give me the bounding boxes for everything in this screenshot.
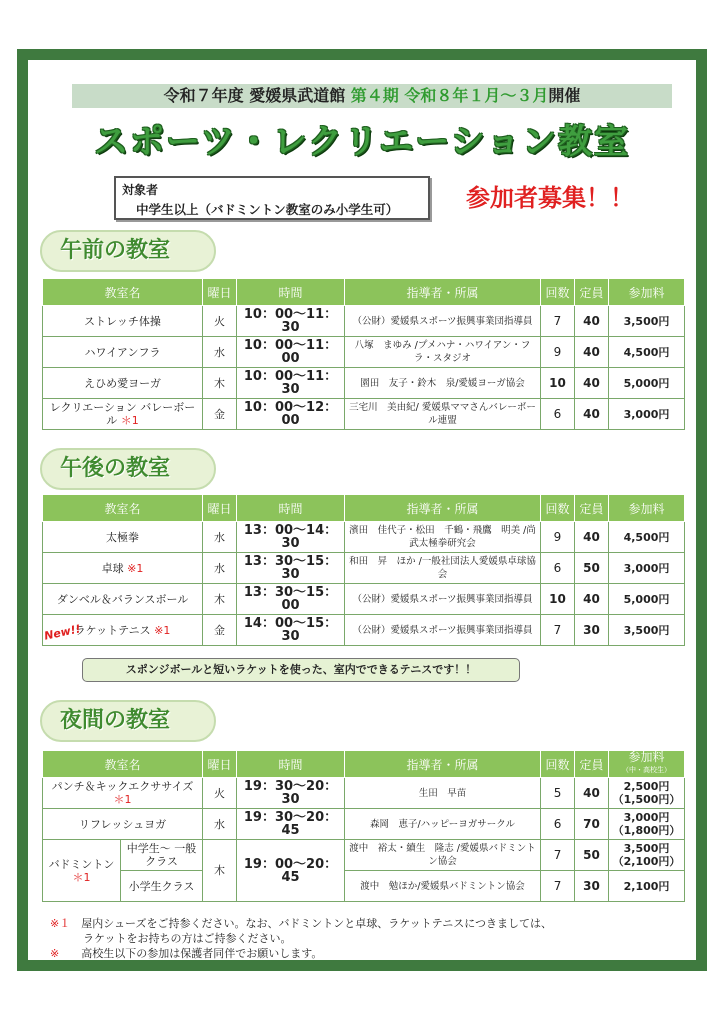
class-count: 6 [541,399,575,430]
class-fee: 3,000円 [609,399,685,430]
note-mark: ＊1 [113,793,132,806]
col-day: 曜日 [203,751,237,778]
col-fee-label: 参加料 [628,750,665,764]
col-count: 回数 [541,495,575,522]
header-part2: 第４期 令和８年１月～３月 [350,86,549,105]
footnote-1 [50,916,552,931]
col-instructor: 指導者・所属 [345,751,541,778]
class-fee-student: （1,500円） [612,793,681,806]
table-row [43,522,685,553]
class-name: えひめ愛ヨーガ [84,376,161,390]
header-part3: 開催 [548,86,581,105]
table-row [43,778,685,809]
class-count: 9 [541,522,575,553]
class-name: パンチ＆キックエクササイズ [51,780,194,793]
col-fee: 参加料 [609,279,685,306]
footnote-text: 屋内シューズをご持参ください。なお、バドミントンと卓球、ラケットテニスにつきましては、 [70,917,553,930]
footnote-2 [50,946,552,961]
class-fee: 2,500円 [623,780,670,793]
col-instructor: 指導者・所属 [345,495,541,522]
class-capacity: 40 [575,306,609,337]
class-name: バドミントン [48,857,115,871]
class-fee: 3,000円 [623,811,670,824]
footnote-1-cont [50,931,552,946]
class-instructor: （公財）愛媛県スポーツ振興事業団指導員 [345,306,541,337]
class-name: ダンベル＆バランスボール [56,592,189,606]
table-header [43,279,685,306]
class-capacity: 50 [575,840,609,871]
col-time: 時間 [237,279,345,306]
class-time: 13：30～15：00 [237,584,345,615]
target-text: 中学生以上（バドミントン教室のみ小学生可） [136,202,399,217]
class-fee: 3,500円 [609,615,685,646]
class-instructor: 森岡 恵子/ハッピーヨガサークル [345,809,541,840]
class-name: ハワイアンフラ [84,345,161,359]
class-day: 火 [203,306,237,337]
col-capacity: 定員 [575,751,609,778]
class-day: 火 [203,778,237,809]
class-count: 7 [541,840,575,871]
subclass-name: 小学生クラス [121,871,203,902]
note-mark: ＊1 [120,414,139,427]
col-instructor: 指導者・所属 [345,279,541,306]
table-row [43,584,685,615]
class-name: リフレッシュヨガ [78,817,167,831]
note-mark: ＊1 [72,870,91,884]
col-time: 時間 [237,751,345,778]
class-day: 水 [203,522,237,553]
section-morning-heading: 午前の教室 [40,230,216,272]
col-day: 曜日 [203,279,237,306]
class-capacity: 40 [575,368,609,399]
table-header [43,751,685,778]
col-count: 回数 [541,751,575,778]
class-fee: 3,500円 [609,306,685,337]
class-capacity: 40 [575,337,609,368]
note-mark: ※1 [127,561,144,575]
col-capacity: 定員 [575,495,609,522]
class-day: 水 [203,809,237,840]
class-fee: 5,000円 [609,368,685,399]
header-banner [72,84,672,108]
class-count: 5 [541,778,575,809]
table-row [43,809,685,840]
col-day: 曜日 [203,495,237,522]
class-instructor: 濱田 佳代子・松田 千鶴・飛鷹 明美 /尚武太極拳研究会 [345,522,541,553]
col-fee [609,751,685,778]
class-count: 7 [541,615,575,646]
class-count: 10 [541,584,575,615]
table-header [43,495,685,522]
class-instructor: （公財）愛媛県スポーツ振興事業団指導員 [345,584,541,615]
class-fee: 3,500円 [623,842,670,855]
class-capacity: 70 [575,809,609,840]
page-frame [17,49,707,971]
class-instructor: （公財）愛媛県スポーツ振興事業団指導員 [345,615,541,646]
class-day: 木 [203,584,237,615]
col-name: 教室名 [43,279,203,306]
class-count: 6 [541,809,575,840]
table-row [43,368,685,399]
class-time: 10：00～11：00 [237,337,345,368]
class-time: 10：00～12：00 [237,399,345,430]
col-name: 教室名 [43,495,203,522]
class-instructor: 渡中 勉ほか/愛媛県バドミントン協会 [345,871,541,902]
class-fee-student: （1,800円） [612,824,681,837]
target-label: 対象者 [122,183,159,197]
racket-tennis-callout: スポンジボールと短いラケットを使った、室内でできるテニスです！！ [82,658,520,682]
target-box [114,176,430,220]
class-fee: 3,000円 [609,553,685,584]
footnotes [50,916,552,961]
class-instructor: 八塚 まゆみ /プメハナ・ハワイアン・フラ・スタジオ [345,337,541,368]
class-instructor: 園田 友子・鈴木 泉/愛媛ヨーガ協会 [345,368,541,399]
class-time: 14：00～15：30 [237,615,345,646]
class-fee: 4,500円 [609,337,685,368]
footnote-mark: ※１ [50,917,71,930]
table-row [43,306,685,337]
class-count: 7 [541,306,575,337]
class-time: 13：00～14：30 [237,522,345,553]
col-fee: 参加料 [609,495,685,522]
recruit-text: 参加者募集！！ [466,184,634,212]
class-time: 10：00～11：30 [237,368,345,399]
class-instructor: 三宅川 美由紀/ 愛媛県ママさんバレーボール連盟 [345,399,541,430]
class-day: 木 [203,840,237,902]
table-row [43,553,685,584]
class-time: 19：00～20：45 [237,840,345,902]
class-instructor: 渡中 裕太・續生 隆志 /愛媛県バドミントン協会 [345,840,541,871]
table-row [43,840,685,871]
col-count: 回数 [541,279,575,306]
new-badge: New!! [43,622,82,643]
class-count: 10 [541,368,575,399]
section-evening-heading: 夜間の教室 [40,700,216,742]
class-name: 卓球 [101,561,124,575]
class-instructor: 生田 早苗 [345,778,541,809]
class-time: 19：30～20：45 [237,809,345,840]
class-name: レクリエーション バレーボール [49,401,196,427]
table-row [43,399,685,430]
class-instructor: 和田 昇 ほか /一般社団法人愛媛県卓球協会 [345,553,541,584]
class-capacity: 40 [575,584,609,615]
footnote-text: ラケットをお持ちの方はご持参ください。 [50,932,292,945]
section-afternoon-heading: 午後の教室 [40,448,216,490]
class-capacity: 50 [575,553,609,584]
header-part1: 令和７年度 愛媛県武道館 [163,86,351,105]
class-capacity: 30 [575,615,609,646]
morning-table [42,278,685,430]
class-name: 太極拳 [106,530,139,544]
class-count: 6 [541,553,575,584]
evening-table [42,750,685,902]
class-name: ラケットテニス [74,623,151,637]
class-capacity: 40 [575,522,609,553]
class-day: 水 [203,553,237,584]
class-name: ストレッチ体操 [84,314,161,328]
class-capacity: 30 [575,871,609,902]
class-time: 10：00～11：30 [237,306,345,337]
class-fee: 5,000円 [609,584,685,615]
table-row [43,337,685,368]
footnote-text: 高校生以下の参加は保護者同伴でお願いします。 [59,947,323,960]
class-time: 13：30～15：30 [237,553,345,584]
class-day: 金 [203,615,237,646]
footnote-mark: ※ [50,947,60,960]
class-day: 木 [203,368,237,399]
class-fee: 4,500円 [609,522,685,553]
class-day: 金 [203,399,237,430]
afternoon-table [42,494,685,646]
class-capacity: 40 [575,399,609,430]
col-capacity: 定員 [575,279,609,306]
subclass-name: 中学生～ 一般クラス [121,840,203,871]
table-row [43,615,685,646]
class-capacity: 40 [575,778,609,809]
class-count: 9 [541,337,575,368]
class-count: 7 [541,871,575,902]
class-time: 19：30～20：30 [237,778,345,809]
table-row [43,871,685,902]
col-fee-sub: （中・高校生） [622,766,672,774]
class-fee: 2,100円 [609,871,685,902]
col-name: 教室名 [43,751,203,778]
class-fee-student: （2,100円） [612,855,681,868]
page-title: スポーツ・レクリエーション教室 [94,122,630,162]
note-mark: ※1 [154,623,171,637]
class-day: 水 [203,337,237,368]
col-time: 時間 [237,495,345,522]
